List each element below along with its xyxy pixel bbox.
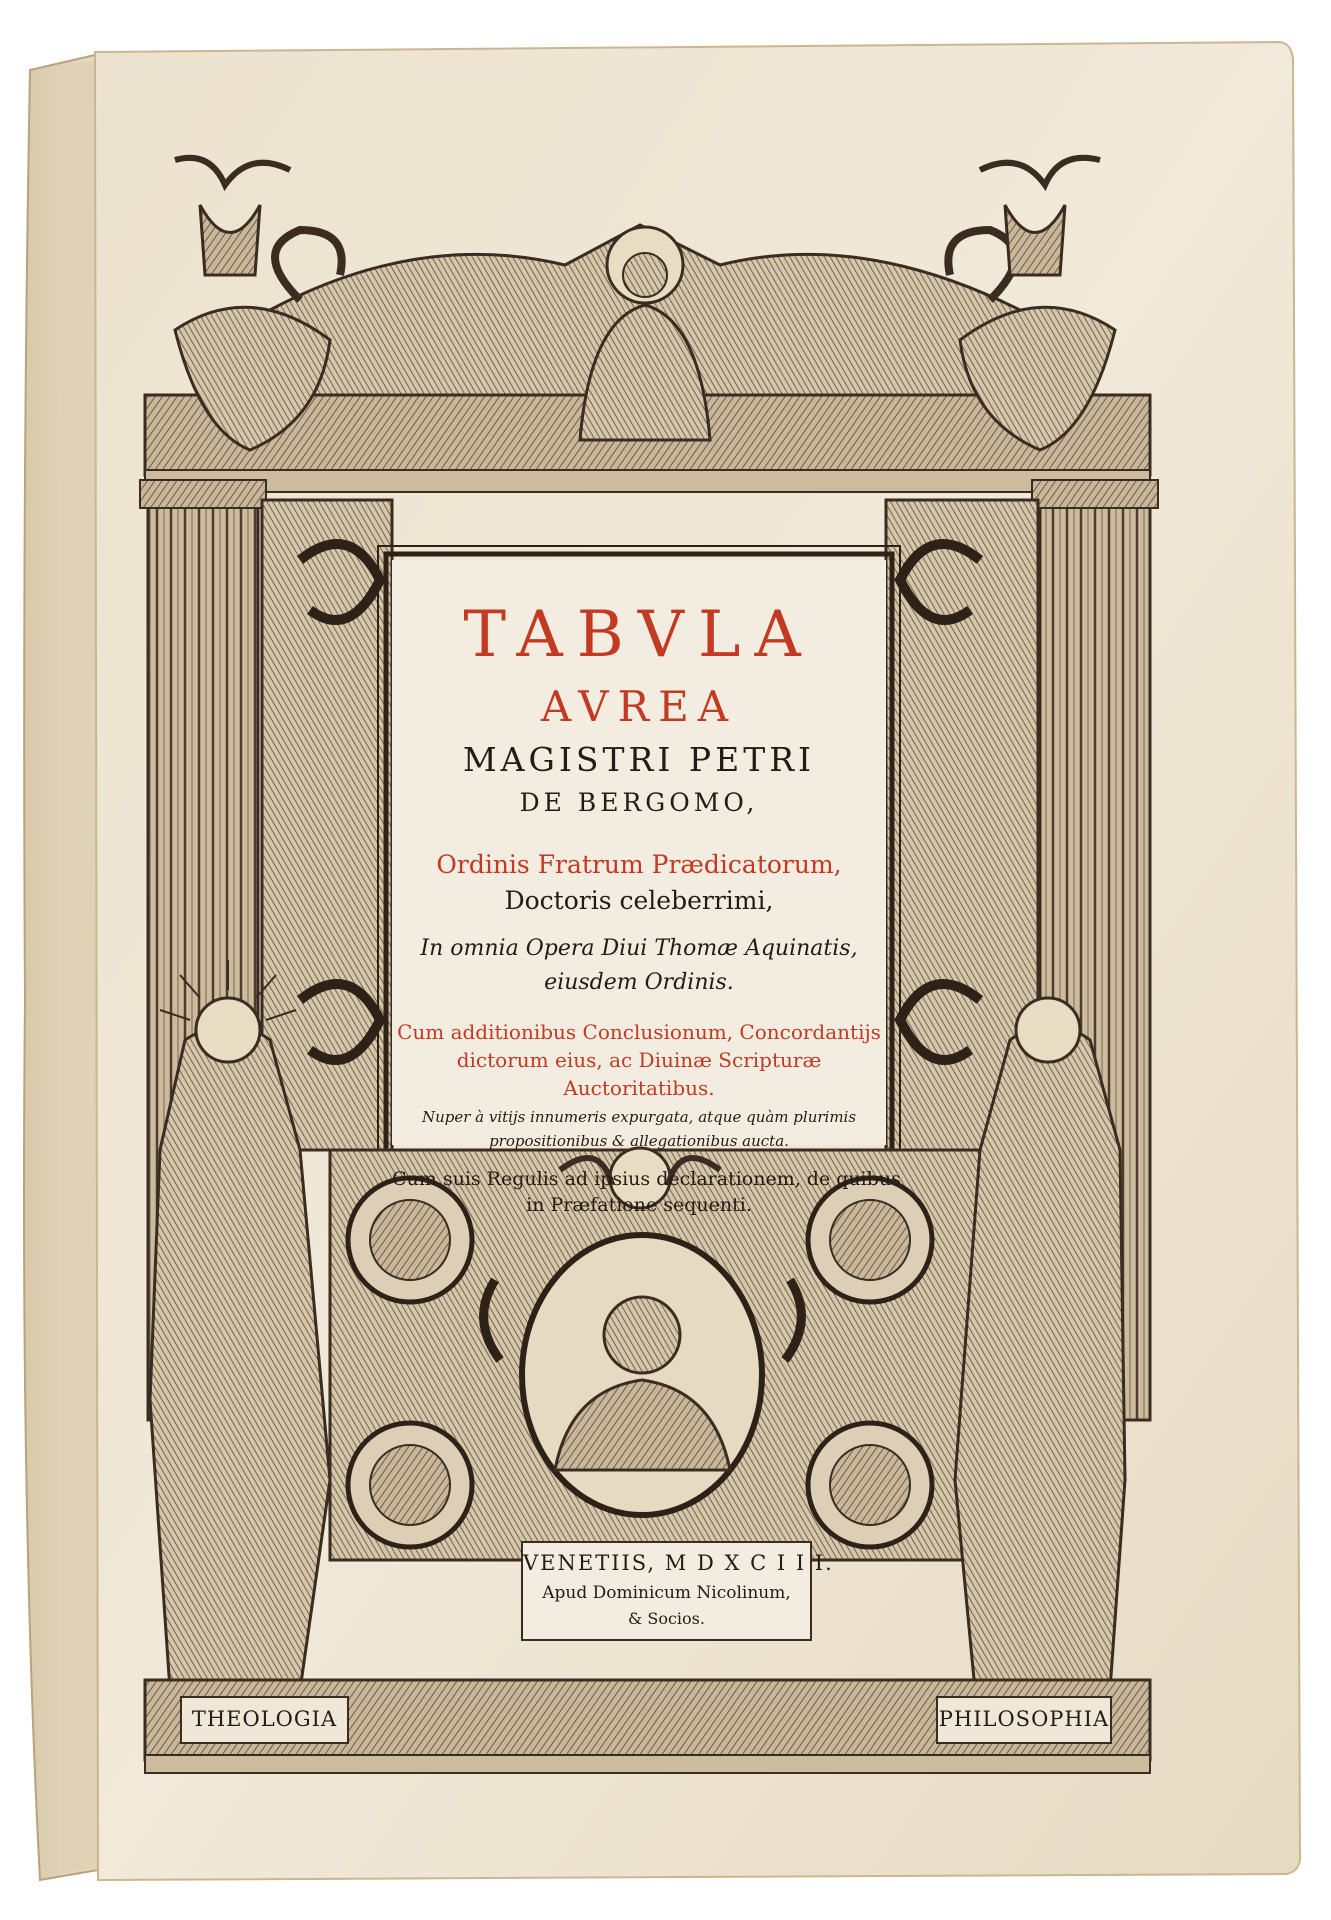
additions-line-3: Auctoritatibus. — [563, 1076, 715, 1100]
subtitle: AVREA — [540, 682, 738, 731]
author-line: MAGISTRI PETRI — [462, 740, 816, 779]
order-of-line: eiusdem Ordinis. — [544, 970, 734, 995]
additions-line-1: Cum additionibus Conclusionum, Concordantijs — [397, 1020, 881, 1044]
works-line: In omnia Opera Diui Thomæ Aquinatis, — [420, 936, 858, 961]
doctor-line: Doctoris celeberrimi, — [504, 886, 774, 915]
order-line: Ordinis Fratrum Prædicatorum, — [436, 850, 842, 879]
expurgata-line-1: Nuper à vitijs innumeris expurgata, atque quàm plurimis — [421, 1108, 857, 1126]
main-title: TABVLA — [463, 598, 815, 672]
author-place: DE BERGOMO, — [519, 788, 759, 817]
plaque-philosophia — [936, 1696, 1112, 1744]
imprint-box — [521, 1541, 834, 1641]
plaque-theologia-label: THEOLOGIA — [191, 1707, 338, 1731]
title-cartouche — [392, 560, 901, 1216]
regulis-line-1: Cum suis Regulis ad ipsius declarationem, de quibus — [392, 1168, 901, 1190]
additions-line-2: dictorum eius, ac Diuinæ Scripturæ — [456, 1048, 822, 1072]
expurgata-line-2: propositionibus & allegationibus aucta. — [489, 1132, 789, 1150]
plaque-theologia — [180, 1696, 349, 1744]
imprint-partners: & Socios. — [628, 1609, 705, 1628]
imprint-place-date: VENETIIS, M D X C I I I. — [523, 1551, 834, 1575]
regulis-line-2: in Præfatione sequenti. — [526, 1194, 752, 1216]
plaque-philosophia-label: PHILOSOPHIA — [938, 1707, 1110, 1731]
imprint-publisher: Apud Dominicum Nicolinum, — [542, 1583, 791, 1603]
